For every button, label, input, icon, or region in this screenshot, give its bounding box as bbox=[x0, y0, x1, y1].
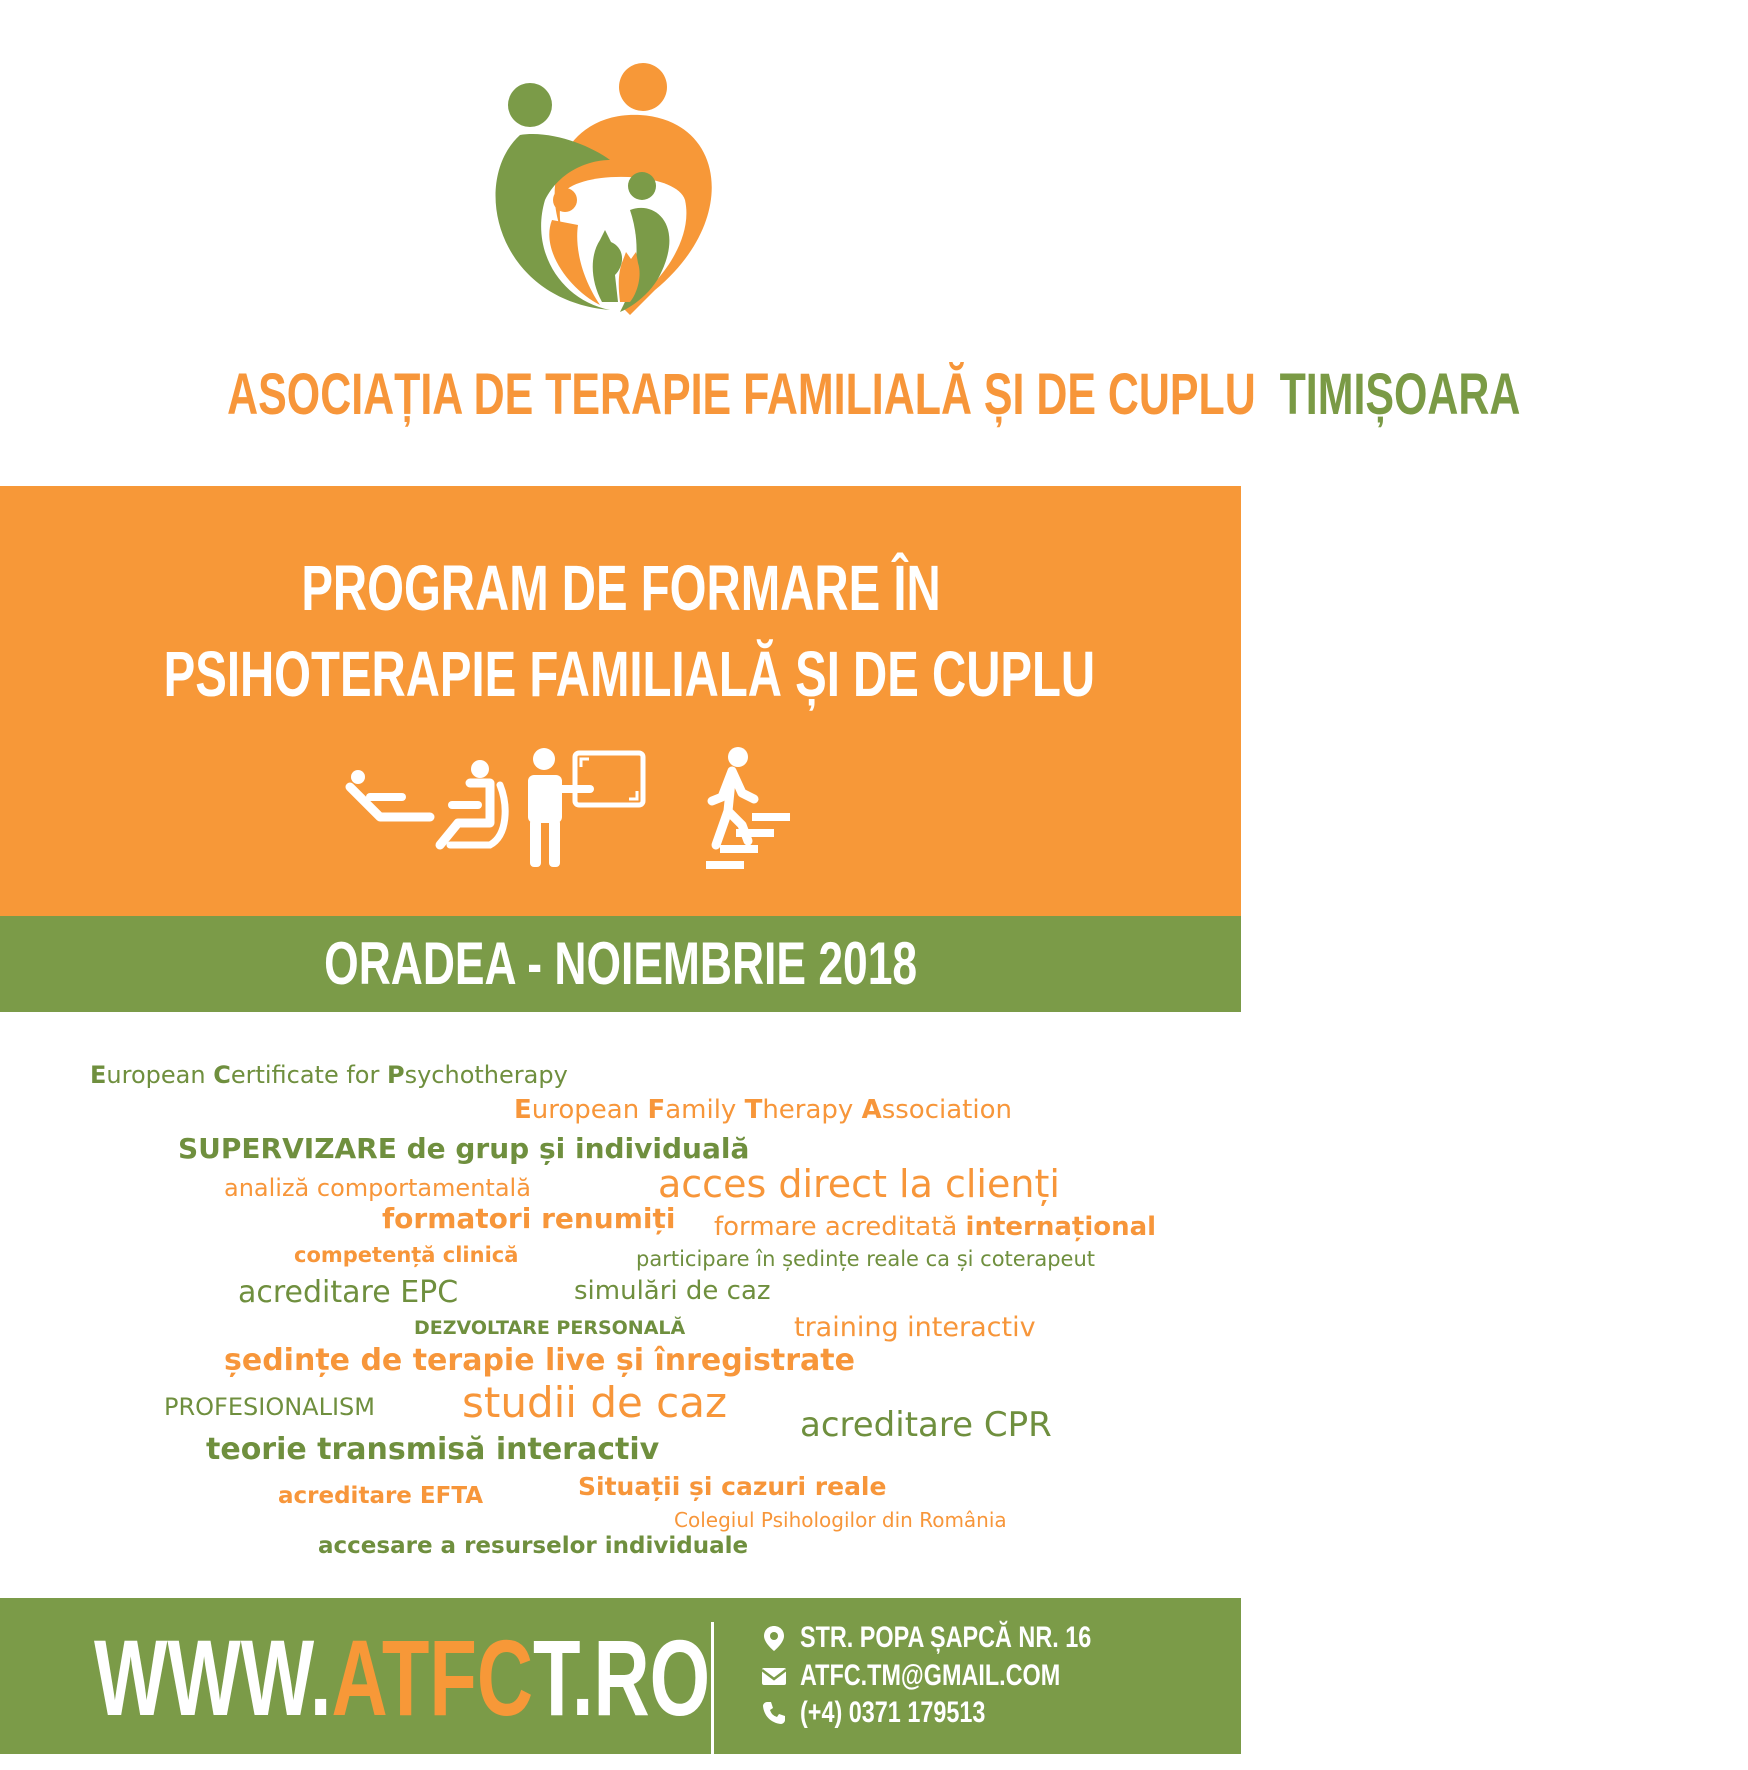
organization-city: TIMIȘOARA bbox=[1279, 362, 1521, 427]
presentation-board-icon bbox=[528, 748, 643, 867]
teorie-label: teorie transmisă interactiv bbox=[206, 1432, 660, 1467]
competenta-label: competență clinică bbox=[294, 1243, 519, 1267]
organization-name bbox=[0, 360, 1521, 430]
envelope-icon bbox=[760, 1662, 788, 1690]
website-link[interactable]: WWW.ATFCT.RO bbox=[94, 1617, 711, 1738]
phone-row[interactable]: (+4) 0371 179513 bbox=[800, 1695, 1220, 1731]
location-pin-icon bbox=[760, 1624, 788, 1652]
dezvoltare-label: DEZVOLTARE PERSONALĂ bbox=[414, 1317, 686, 1339]
formare-label: formare acreditată internațional bbox=[714, 1212, 1157, 1242]
formatori-label: formatori renumiți bbox=[382, 1202, 676, 1235]
acces-label: acces direct la clienți bbox=[658, 1162, 1060, 1206]
colegiul-label: Colegiul Psihologilor din România bbox=[674, 1508, 1007, 1532]
organization-logo bbox=[490, 60, 750, 350]
program-title-line-2: PSIHOTERAPIE FAMILIALĂ ȘI DE CUPLU bbox=[163, 638, 1096, 710]
program-title-line-1: PROGRAM DE FORMARE ÎN bbox=[300, 552, 941, 624]
supervizare-label: SUPERVIZARE de grup și individuală bbox=[178, 1132, 750, 1165]
studii-label: studii de caz bbox=[462, 1378, 728, 1427]
email-row[interactable]: ATFC.TM@GMAIL.COM bbox=[800, 1658, 1220, 1694]
location-date: ORADEA - NOIEMBRIE 2018 bbox=[324, 930, 917, 997]
therapy-session-icon bbox=[350, 760, 505, 845]
accesare-label: accesare a resurselor individuale bbox=[318, 1533, 749, 1559]
program-icons bbox=[340, 745, 900, 870]
efta-label: European Family Therapy Association bbox=[514, 1095, 1012, 1125]
stairs-climbing-icon bbox=[706, 747, 790, 869]
simulari-label: simulări de caz bbox=[574, 1276, 771, 1306]
acreditare-epc-label: acreditare EPC bbox=[238, 1275, 459, 1310]
profesionalism-label: PROFESIONALISM bbox=[164, 1393, 375, 1421]
situatii-label: Situații și cazuri reale bbox=[578, 1472, 887, 1501]
ecp-label: European Certificate for Psychotherapy bbox=[90, 1061, 568, 1089]
participare-label: participare în ședințe reale ca și coterapeut bbox=[636, 1247, 1096, 1271]
acreditare-efta-label: acreditare EFTA bbox=[278, 1483, 484, 1509]
phone-icon bbox=[760, 1699, 788, 1727]
sedinte-label: ședințe de terapie live și înregistrate bbox=[224, 1343, 855, 1378]
organization-title: ASOCIAȚIA DE TERAPIE FAMILIALĂ ȘI DE CUPLU bbox=[227, 362, 1256, 427]
address-row: STR. POPA ȘAPCĂ NR. 16 bbox=[800, 1620, 1220, 1656]
training-label: training interactiv bbox=[794, 1312, 1036, 1343]
analiza-label: analiză comportamentală bbox=[224, 1174, 531, 1202]
footer-divider bbox=[711, 1622, 714, 1770]
acreditare-cpr-label: acreditare CPR bbox=[800, 1405, 1052, 1445]
